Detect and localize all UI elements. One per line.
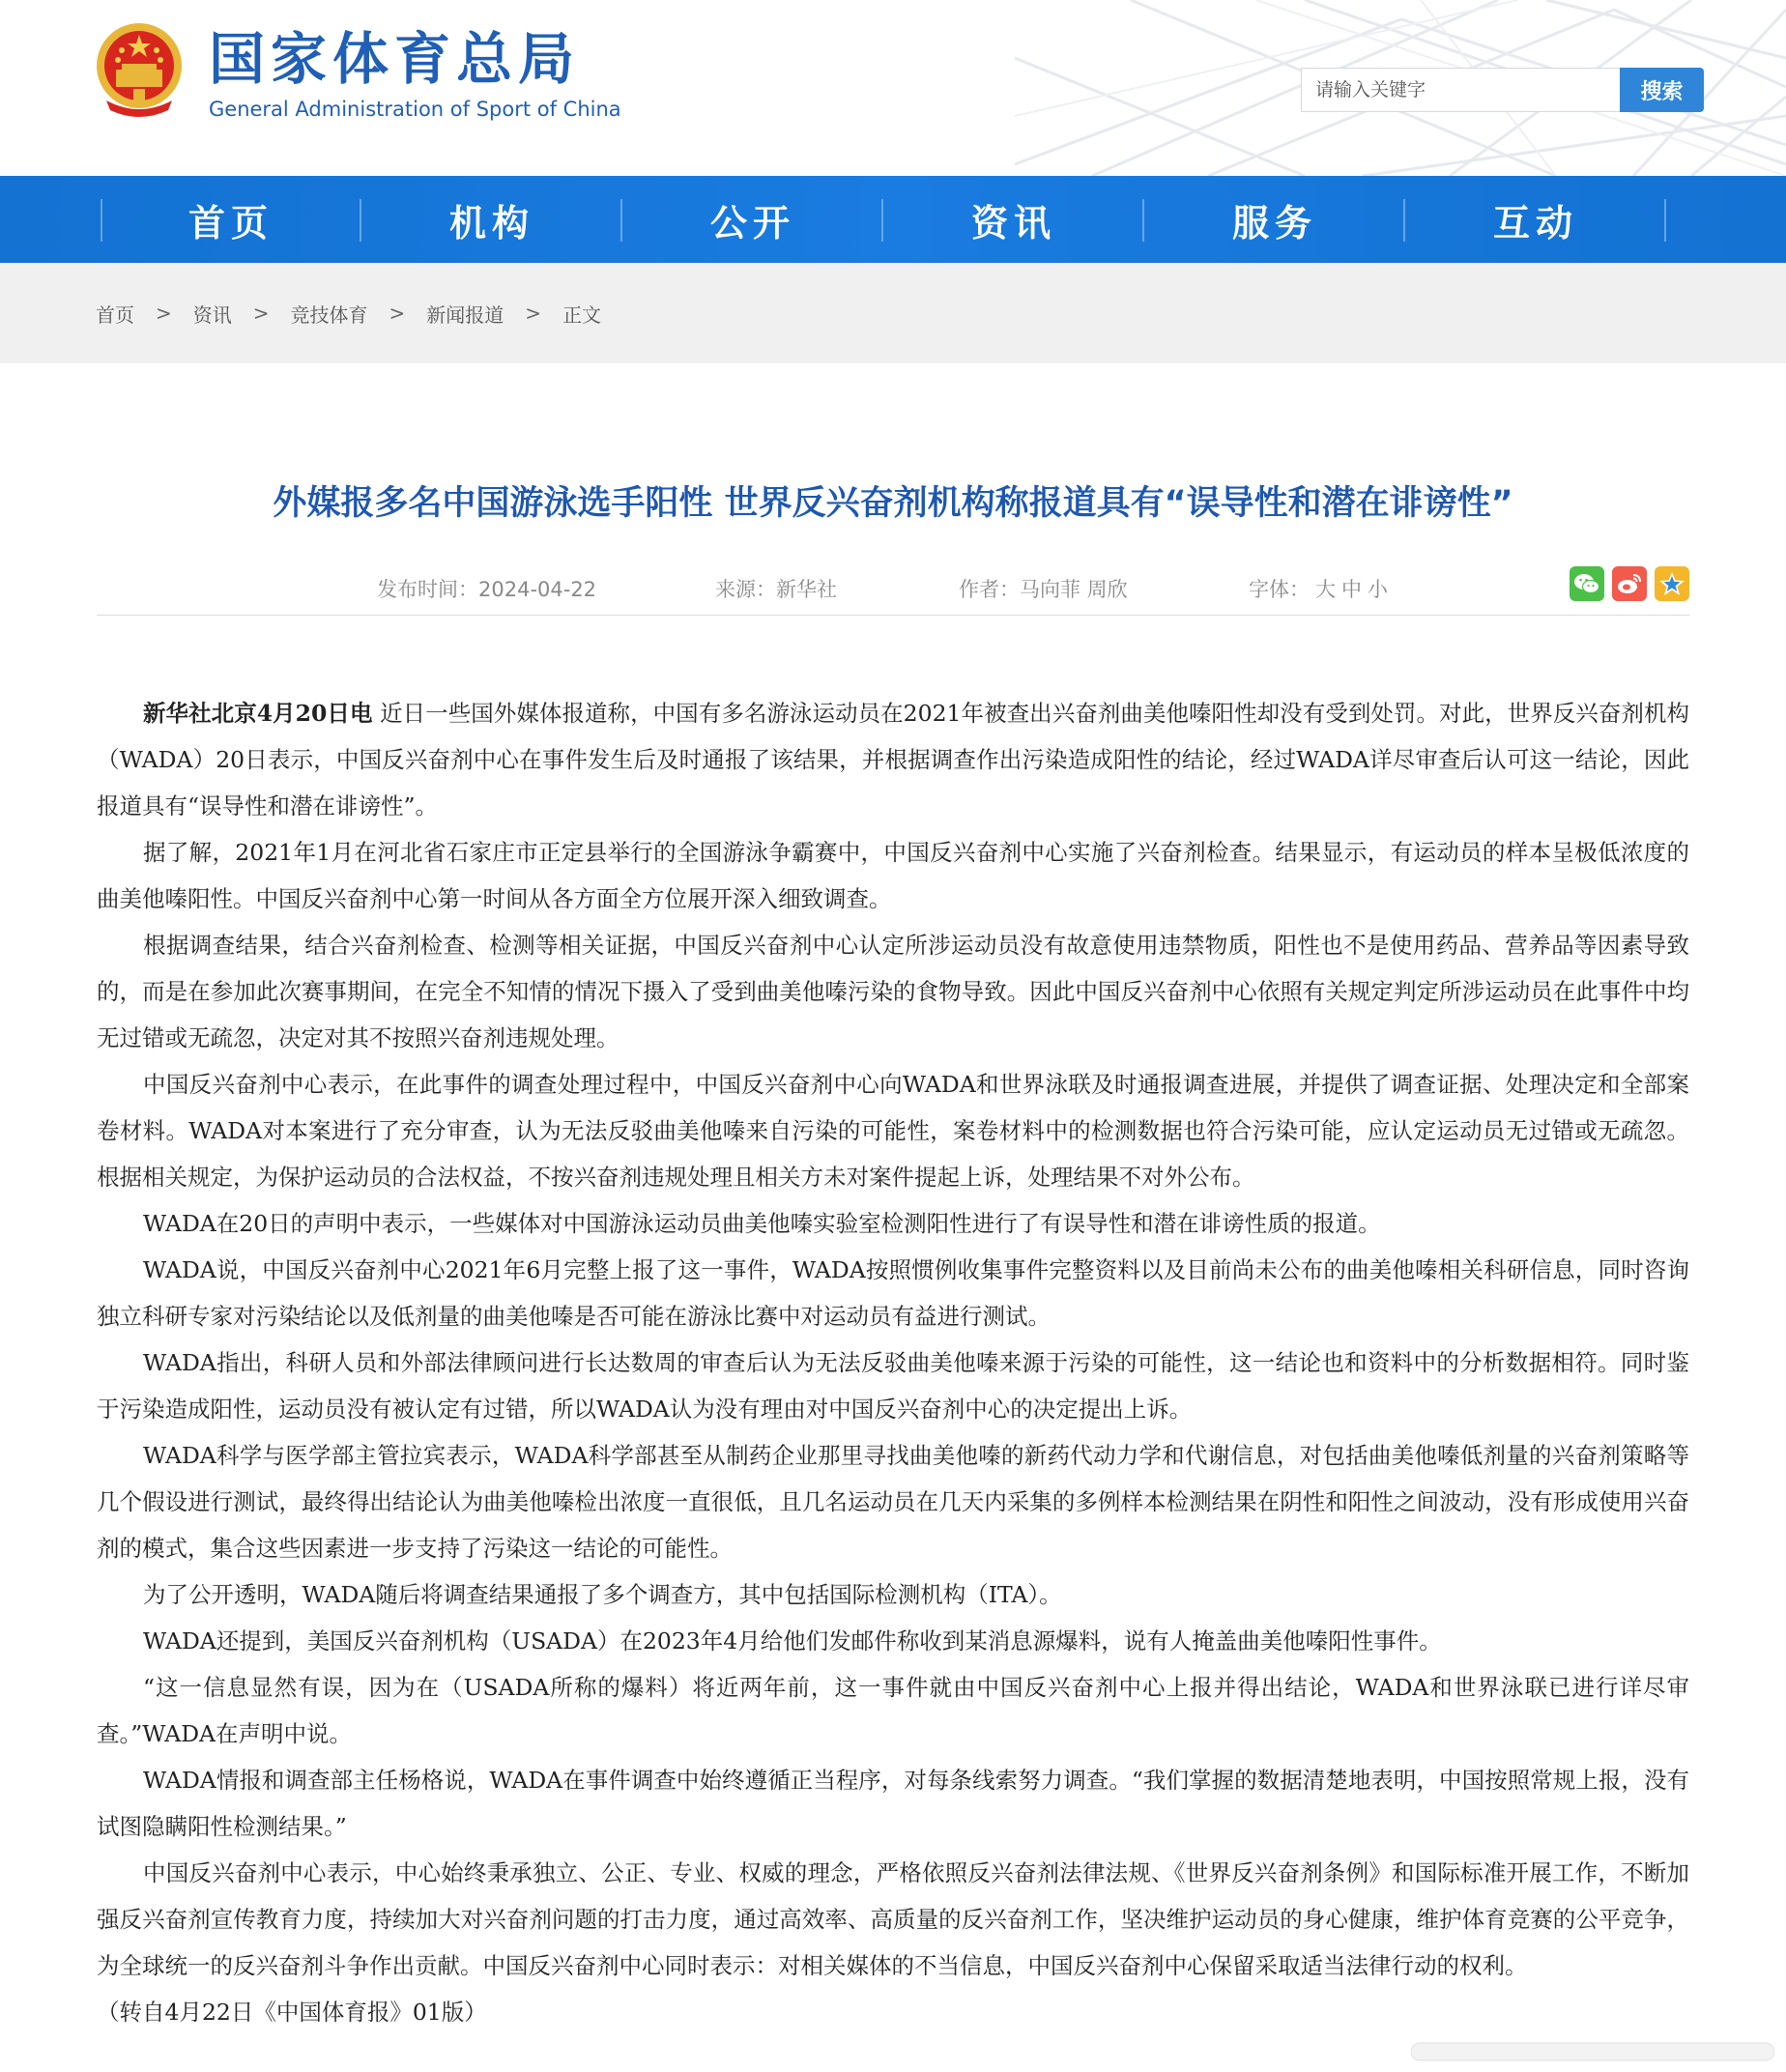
weibo-share-icon[interactable] [1612, 566, 1647, 601]
nav-item-interaction[interactable] [1405, 176, 1666, 263]
watermark-icon [1411, 2039, 1774, 2064]
nav-item-organization[interactable] [361, 176, 622, 263]
dateline: 新华社北京4月20日电 [143, 700, 373, 727]
nav-item-public[interactable] [622, 176, 883, 263]
article-paragraph-lead [97, 690, 1689, 829]
qzone-share-icon[interactable] [1655, 566, 1689, 601]
article-paragraph: “这一信息显然有误，因为在（USADA所称的爆料）将近两年前，这一事件就由中国反兴奋剂中心上报并得出结论，WADA和世界泳联已进行详尽审查。”WADA在声明中说。 [97, 1674, 1689, 1747]
breadcrumb-bar [0, 263, 1786, 363]
article-paragraph: WADA情报和调查部主任杨格说，WADA在事件调查中始终遵循正当程序，对每条线索努力调查。“我们掌握的数据清楚地表明，中国按照常规上报，没有试图隐瞒阳性检测结果。” [97, 1767, 1689, 1840]
breadcrumb [96, 263, 601, 363]
site-logo-chinese[interactable]: 国家体育总局 [209, 26, 581, 92]
article-meta [97, 561, 1689, 616]
nav-item-label: 机构 [448, 201, 534, 245]
article-paragraph: WADA还提到，美国反兴奋剂机构（USADA）在2023年4月给他们发邮件称收到某消息源爆料，说有人掩盖曲美他嗪阳性事件。 [143, 1627, 1442, 1655]
font-size-small[interactable]: 小 [1368, 578, 1388, 601]
nav-item-home[interactable] [101, 176, 361, 263]
nav-item-news[interactable] [883, 176, 1144, 263]
article-body [97, 690, 1689, 2035]
wechat-share-icon[interactable] [1570, 566, 1604, 601]
font-size-medium[interactable]: 中 [1341, 578, 1362, 601]
article-paragraph: 中国反兴奋剂中心表示，中心始终秉承独立、公正、专业、权威的理念，严格依照反兴奋剂法律法规、《世界反兴奋剂条例》和国际标准开展工作，不断加强反兴奋剂宣传教育力度，持续加大对兴奋剂问题的打击力度，通过高效率、高质量的反兴奋剂工作，坚决维护运动员的身心健康，维护体育竞赛的公平竞争，为全球统一的反兴奋剂斗争作出贡献。中国反兴奋剂中心同时表示：对相关媒体的不当信息，中国反兴奋剂中心保留采取适当法律行动的权利。 [97, 1859, 1689, 1979]
breadcrumb-competitive-sports[interactable]: 竞技体育 [290, 302, 368, 327]
breadcrumb-current: 正文 [562, 302, 602, 327]
article-author: 作者：马向菲 周欣 [959, 578, 1128, 601]
breadcrumb-home[interactable]: 首页 [96, 302, 134, 327]
search-input[interactable] [1302, 69, 1620, 111]
national-emblem-icon [93, 21, 186, 120]
nav-item-label: 资讯 [970, 201, 1056, 245]
site-logo-english[interactable]: General Administration of Sport of China [209, 98, 621, 121]
font-size-label: 字体： [1249, 578, 1310, 601]
breadcrumb-separator: > [156, 302, 172, 325]
article-paragraph: 中国反兴奋剂中心表示，在此事件的调查处理过程中，中国反兴奋剂中心向WADA和世界泳联及时通报调查进展，并提供了调查证据、处理决定和全部案卷材料。WADA对本案进行了充分审查，认为无法反驳曲美他嗪来自污染的可能性，案卷材料中的检测数据也符合污染可能，应认定运动员无过错或无疏忽。根据相关规定，为保护运动员的合法权益，不按兴奋剂违规处理且相关方未对案件提起上诉，处理结果不对外公布。 [97, 1071, 1689, 1191]
breadcrumb-news-reports[interactable]: 新闻报道 [426, 302, 504, 327]
nav-item-label: 公开 [709, 201, 795, 245]
publish-time: 发布时间：2024-04-22 [377, 578, 597, 601]
breadcrumb-separator: > [252, 302, 270, 325]
nav-item-label: 首页 [187, 201, 274, 245]
breadcrumb-separator: > [525, 302, 542, 325]
lead-text: 近日一些国外媒体报道称，中国有多名游泳运动员在2021年被查出兴奋剂曲美他嗪阳性却没有受到处罚。对此，世界反兴奋剂机构（WADA）20日表示，中国反兴奋剂中心在事件发生后及时通报了该结果，并根据调查作出污染造成阳性的结论，经过WADA详尽审查后认可这一结论，因此报道具有“误导性和潜在诽谤性”。 [97, 700, 1689, 820]
article-footer-note: （转自4月22日《中国体育报》01版） [97, 1999, 487, 2026]
article-source: 来源：新华社 [715, 578, 837, 601]
article-title: 外媒报多名中国游泳选手阳性 世界反兴奋剂机构称报道具有“误导性和潜在诽谤性” [273, 484, 1513, 524]
article-paragraph: 为了公开透明，WADA随后将调查结果通报了多个调查方，其中包括国际检测机构（ITA）。 [143, 1581, 1062, 1608]
search-box [1301, 68, 1620, 112]
main-nav [0, 176, 1786, 263]
article-paragraph: WADA在20日的声明中表示，一些媒体对中国游泳运动员曲美他嗪实验室检测阳性进行了有误导性和潜在诽谤性质的报道。 [143, 1210, 1381, 1237]
article-paragraph: 据了解，2021年1月在河北省石家庄市正定县举行的全国游泳争霸赛中，中国反兴奋剂中心实施了兴奋剂检查。结果显示，有运动员的样本呈极低浓度的曲美他嗪阳性。中国反兴奋剂中心第一时间从各方面全方位展开深入细致调查。 [97, 839, 1689, 912]
article-paragraph: WADA指出，科研人员和外部法律顾问进行长达数周的审查后认为无法反驳曲美他嗪来源于污染的可能性，这一结论也和资料中的分析数据相符。同时鉴于污染造成阳性，运动员没有被认定有过错，所以WADA认为没有理由对中国反兴奋剂中心的决定提出上诉。 [97, 1349, 1689, 1423]
nav-item-label: 服务 [1231, 201, 1317, 245]
nav-item-service[interactable] [1144, 176, 1405, 263]
font-size-control [1249, 574, 1388, 603]
article-paragraph: 根据调查结果，结合兴奋剂检查、检测等相关证据，中国反兴奋剂中心认定所涉运动员没有故意使用违禁物质，阳性也不是使用药品、营养品等因素导致的，而是在参加此次赛事期间，在完全不知情的情况下摄入了受到曲美他嗪污染的食物导致。因此中国反兴奋剂中心依照有关规定判定所涉运动员在此事件中均无过错或无疏忽，决定对其不按照兴奋剂违规处理。 [97, 932, 1689, 1051]
site-header [0, 0, 1786, 176]
article-paragraph: WADA科学与医学部主管拉宾表示，WADA科学部甚至从制药企业那里寻找曲美他嗪的新药代动力学和代谢信息，对包括曲美他嗪低剂量的兴奋剂策略等几个假设进行测试，最终得出结论认为曲美他嗪检出浓度一直很低，且几名运动员在几天内采集的多例样本检测结果在阴性和阳性之间波动，没有形成使用兴奋剂的模式，集合这些因素进一步支持了污染这一结论的可能性。 [97, 1442, 1689, 1562]
breadcrumb-news[interactable]: 资讯 [192, 302, 232, 327]
breadcrumb-separator: > [389, 302, 406, 325]
search-button[interactable]: 搜索 [1620, 68, 1704, 112]
nav-item-label: 互动 [1492, 201, 1578, 245]
article-paragraph: WADA说，中国反兴奋剂中心2021年6月完整上报了这一事件，WADA按照惯例收集事件完整资料以及目前尚未公布的曲美他嗪相关科研信息，同时咨询独立科研专家对污染结论以及低剂量的曲美他嗪是否可能在游泳比赛中对运动员有益进行测试。 [97, 1256, 1689, 1330]
font-size-large[interactable]: 大 [1315, 578, 1336, 601]
